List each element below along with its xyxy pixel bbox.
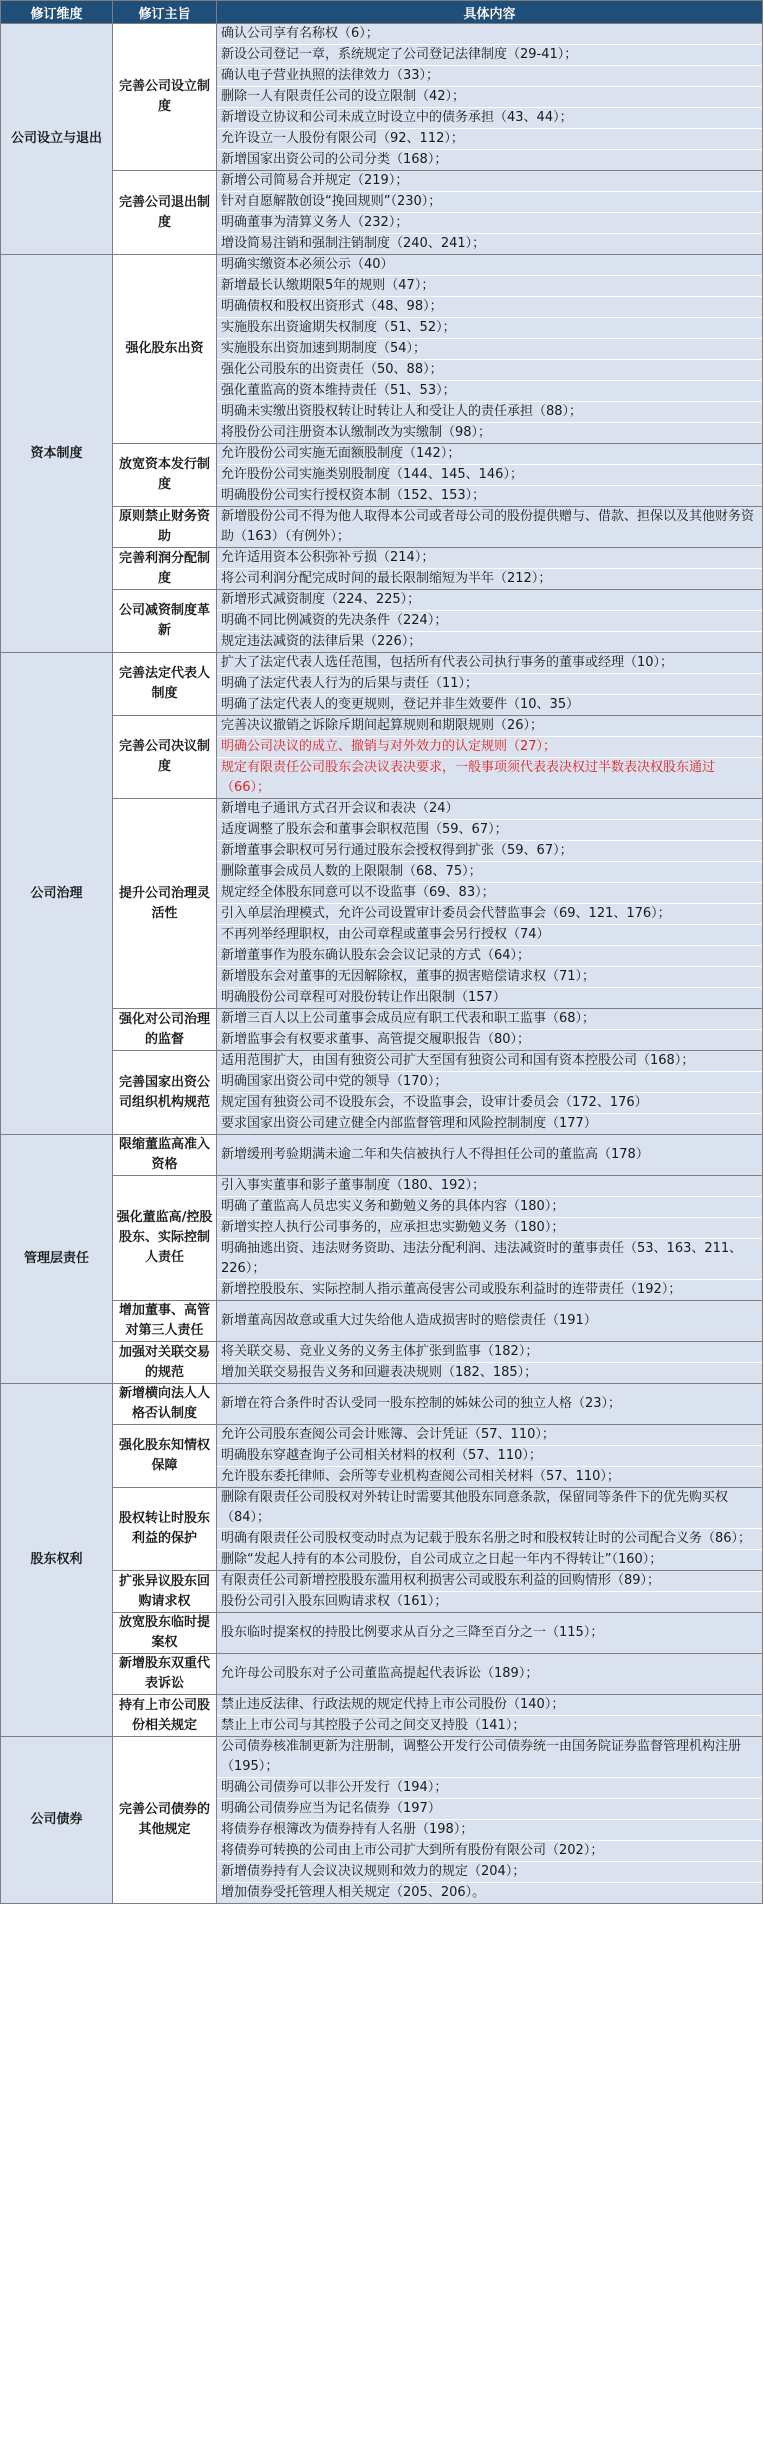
content-line: 禁止上市公司与其控股子公司之间交叉持股（141）； (221, 1718, 526, 1733)
table-row (1, 1488, 763, 1571)
table-row (1, 1571, 763, 1613)
table-row (1, 548, 763, 590)
content-line: 将关联交易、竞业义务的义务主体扩张到监事（182）； (217, 1342, 762, 1363)
header-row (1, 1, 763, 24)
content-line: 明确董事为清算义务人（232）； (217, 213, 762, 234)
table-row (1, 1384, 763, 1425)
content-lines (217, 1311, 762, 1331)
content-lines (217, 1051, 762, 1134)
content-line: 允许公司股东查阅公司会计账簿、会计凭证（57、110）； (217, 1425, 762, 1446)
content-lines (217, 716, 762, 798)
content-cell (217, 24, 763, 171)
content-line: 明确有限责任公司股权变动时点为记载于股东名册之时和股权转让时的公司配合义务（86）； (217, 1529, 762, 1550)
content-line: 确认公司享有名称权（6）； (217, 24, 762, 45)
content-line: 将公司利润分配完成时间的最长限制缩短为半年（212）； (221, 571, 552, 586)
table-row (1, 1135, 763, 1176)
content-line: 明确抽逃出资、违法财务资助、违法分配利润、违法减资时的董事责任（53、163、211、226）； (217, 1239, 762, 1280)
content-cell (217, 1425, 763, 1488)
table-row (1, 1009, 763, 1051)
content-line: 禁止违反法律、行政法规的规定代持上市公司股份（140）； (217, 1695, 762, 1716)
aim-cell: 公司减资制度革新 (113, 590, 217, 653)
content-line: 明确了法定代表人行为的后果与责任（11）； (217, 674, 762, 695)
table-row (1, 1051, 763, 1135)
aim-cell: 股权转让时股东利益的保护 (113, 1488, 217, 1571)
content-line: 扩大了法定代表人选任范围，包括所有代表公司执行事务的董事或经理（10）； (217, 653, 762, 674)
table-row (1, 24, 763, 171)
content-lines (217, 1425, 762, 1487)
dimension-cell: 管理层责任 (1, 1135, 113, 1384)
content-line: 要求国家出资公司建立健全内部监督管理和风险控制制度（177） (221, 1116, 597, 1131)
aim-cell: 提升公司治理灵活性 (113, 799, 217, 1009)
content-lines (217, 1176, 762, 1300)
content-lines (217, 1394, 762, 1414)
dimension-cell: 公司设立与退出 (1, 24, 113, 255)
content-line: 确认电子营业执照的法律效力（33）； (217, 66, 762, 87)
dimension-cell: 公司治理 (1, 653, 113, 1135)
content-cell (217, 1051, 763, 1135)
content-line: 规定国有独资公司不设股东会，不设监事会，设审计委员会（172、176） (217, 1093, 762, 1114)
content-line: 允许设立一人股份有限公司（92、112）； (217, 129, 762, 150)
table-row (1, 1176, 763, 1301)
content-line: 新增董高因故意或重大过失给他人造成损害时的赔偿责任（191） (221, 1313, 597, 1328)
content-cell (217, 1176, 763, 1301)
content-cell (217, 1571, 763, 1613)
content-cell (217, 1301, 763, 1342)
content-line: 针对自愿解散创设“挽回规则”（230）； (217, 192, 762, 213)
aim-cell: 原则禁止财务资助 (113, 507, 217, 548)
content-line: 公司债券核准制更新为注册制，调整公开发行公司债券统一由国务院证券监督管理机构注册（195）； (217, 1737, 762, 1778)
content-line: 删除董事会成员人数的上限限制（68、75）； (217, 862, 762, 883)
content-line: 允许母公司股东对子公司董监高提起代表诉讼（189）； (221, 1666, 539, 1681)
content-line: 明确国家出资公司中党的领导（170）； (217, 1072, 762, 1093)
table-row (1, 1695, 763, 1737)
table-row (1, 1613, 763, 1654)
content-line: 明确不同比例减资的先决条件（224）； (217, 611, 762, 632)
content-lines (217, 1695, 762, 1736)
content-lines (217, 255, 762, 443)
aim-cell: 强化股东出资 (113, 255, 217, 444)
content-line: 股份公司引入股东回购请求权（161）； (221, 1594, 448, 1609)
content-cell (217, 507, 763, 548)
content-lines (217, 507, 762, 547)
aim-cell: 新增横向法人人格否认制度 (113, 1384, 217, 1425)
content-lines (217, 1664, 762, 1684)
table-row (1, 590, 763, 653)
content-line: 增加关联交易报告义务和回避表决规则（182、185）； (221, 1365, 538, 1380)
content-lines (217, 1737, 762, 1903)
content-line: 新增在符合条件时否认受同一股东控制的姊妹公司的独立人格（23）； (221, 1396, 622, 1411)
table-row (1, 1342, 763, 1384)
content-line: 适用范围扩大，由国有独资公司扩大至国有独资公司和国有资本控股公司（168）； (217, 1051, 762, 1072)
content-lines (217, 653, 762, 715)
table-row (1, 1425, 763, 1488)
content-line: 新增债券持有人会议决议规则和效力的规定（204）； (217, 1862, 762, 1883)
content-line: 新设公司登记一章，系统规定了公司登记法律制度（29-41）； (217, 45, 762, 66)
content-lines (217, 444, 762, 506)
content-lines (217, 1342, 762, 1383)
content-cell (217, 1737, 763, 1904)
content-cell (217, 1654, 763, 1695)
content-lines (217, 1571, 762, 1612)
content-line: 新增公司简易合并规定（219）； (217, 171, 762, 192)
aim-cell: 增加董事、高管对第三人责任 (113, 1301, 217, 1342)
content-cell (217, 1009, 763, 1051)
content-line: 规定违法减资的法律后果（226）； (221, 634, 422, 649)
content-cell (217, 1695, 763, 1737)
aim-cell: 强化对公司治理的监督 (113, 1009, 217, 1051)
content-lines (217, 548, 762, 589)
content-lines (217, 24, 762, 170)
aim-cell: 完善公司决议制度 (113, 716, 217, 799)
content-line: 将股份公司注册资本认缴制改为实缴制（98）； (221, 425, 492, 440)
content-line: 实施股东出资加速到期制度（54）； (217, 339, 762, 360)
content-lines (217, 1623, 762, 1643)
content-line: 规定经全体股东同意可以不设监事（69、83）； (217, 883, 762, 904)
aim-cell: 完善国家出资公司组织机构规范 (113, 1051, 217, 1135)
content-line: 有限责任公司新增控股股东滥用权利损害公司或股东利益的回购情形（89）； (217, 1571, 762, 1592)
content-cell (217, 1488, 763, 1571)
content-cell (217, 653, 763, 716)
content-lines (217, 1009, 762, 1050)
content-cell (217, 255, 763, 444)
header-aim: 修订主旨 (113, 1, 217, 24)
content-cell (217, 548, 763, 590)
content-line: 强化董监高的资本维持责任（51、53）； (217, 381, 762, 402)
content-cell (217, 1342, 763, 1384)
table-row (1, 1301, 763, 1342)
content-cell (217, 716, 763, 799)
content-line: 明确公司债券应当为记名债券（197） (217, 1799, 762, 1820)
content-line: 增加债券受托管理人相关规定（205、206）。 (221, 1885, 486, 1900)
aim-cell: 强化董监高/控股股东、实际控制人责任 (113, 1176, 217, 1301)
aim-cell: 强化股东知情权保障 (113, 1425, 217, 1488)
aim-cell: 限缩董监高准入资格 (113, 1135, 217, 1176)
content-lines (217, 1145, 762, 1165)
header-content: 具体内容 (217, 1, 763, 24)
content-line: 引入事实董事和影子董事制度（180、192）； (217, 1176, 762, 1197)
content-lines (217, 590, 762, 652)
dimension-cell: 公司债券 (1, 1737, 113, 1904)
content-line: 明确股份公司章程可对股份转让作出限制（157） (221, 990, 506, 1005)
content-line: 新增国家出资公司的公司分类（168）； (221, 152, 448, 167)
content-line: 明确未实缴出资股权转让时转让人和受让人的责任承担（88）； (217, 402, 762, 423)
table-row (1, 1654, 763, 1695)
content-line: 明确了董监高人员忠实义务和勤勉义务的具体内容（180）； (217, 1197, 762, 1218)
table-row (1, 716, 763, 799)
content-line: 明确债权和股权出资形式（48、98）； (217, 297, 762, 318)
content-line: 将债券存根簿改为债券持有人名册（198）； (217, 1820, 762, 1841)
content-cell (217, 1613, 763, 1654)
content-line: 新增监事会有权要求董事、高管提交履职报告（80）； (221, 1032, 531, 1047)
table-row (1, 507, 763, 548)
table-row (1, 171, 763, 255)
content-line: 允许股东委托律师、会所等专业机构查阅公司相关材料（57、110）； (221, 1469, 620, 1484)
content-line: 明确公司债券可以非公开发行（194）； (217, 1778, 762, 1799)
content-line: 新增三百人以上公司董事会成员应有职工代表和职工监事（68）； (217, 1009, 762, 1030)
content-line: 新增电子通讯方式召开会议和表决（24） (217, 799, 762, 820)
content-line: 将债券可转换的公司由上市公司扩大到所有股份有限公司（202）； (217, 1841, 762, 1862)
aim-cell: 完善公司债券的其他规定 (113, 1737, 217, 1904)
content-line: 新增董事作为股东确认股东会会议记录的方式（64）； (217, 946, 762, 967)
table-row (1, 255, 763, 444)
dimension-cell: 股东权利 (1, 1384, 113, 1737)
dimension-cell: 资本制度 (1, 255, 113, 653)
aim-cell: 放宽股东临时提案权 (113, 1613, 217, 1654)
content-cell (217, 1384, 763, 1425)
content-line: 明确实缴资本必须公示（40） (217, 255, 762, 276)
content-line: 新增实控人执行公司事务的，应承担忠实勤勉义务（180）； (217, 1218, 762, 1239)
aim-cell: 持有上市公司股份相关规定 (113, 1695, 217, 1737)
aim-cell: 完善公司设立制度 (113, 24, 217, 171)
aim-cell: 加强对关联交易的规范 (113, 1342, 217, 1384)
table-row (1, 653, 763, 716)
content-line: 明确公司决议的成立、撤销与对外效力的认定规则（27）； (217, 737, 762, 758)
content-line: 允许股份公司实施无面额股制度（142）； (217, 444, 762, 465)
aim-cell: 完善公司退出制度 (113, 171, 217, 255)
table-row (1, 1737, 763, 1904)
content-line: 规定有限责任公司股东会决议表决要求，一般事项须代表表决权过半数表决权股东通过（66）； (221, 760, 716, 795)
content-lines (217, 1488, 762, 1570)
content-line: 删除有限责任公司股权对外转让时需要其他股东同意条款，保留同等条件下的优先购买权（84）； (217, 1488, 762, 1529)
content-line: 明确股份公司实行授权资本制（152、153）； (221, 488, 486, 503)
table-row (1, 799, 763, 1009)
header-dimension: 修订维度 (1, 1, 113, 24)
content-line: 新增最长认缴期限5年的规则（47）； (217, 276, 762, 297)
content-line: 新增形式减资制度（224、225）； (217, 590, 762, 611)
content-line: 允许适用资本公积弥补亏损（214）； (217, 548, 762, 569)
content-line: 新增股份公司不得为他人取得本公司或者母公司的股份提供赠与、借款、担保以及其他财务资助（163）（有例外）； (221, 509, 755, 544)
content-line: 新增董事会职权可另行通过股东会授权得到扩张（59、67）； (217, 841, 762, 862)
content-cell (217, 1135, 763, 1176)
content-lines (217, 799, 762, 1008)
content-line: 新增缓刑考验期满未逾二年和失信被执行人不得担任公司的董监高（178） (221, 1147, 649, 1162)
aim-cell: 完善法定代表人制度 (113, 653, 217, 716)
content-line: 删除“发起人持有的本公司股份，自公司成立之日起一年内不得转让”（160）； (221, 1552, 663, 1567)
content-line: 增设简易注销和强制注销制度（240、241）； (221, 236, 486, 251)
content-cell (217, 444, 763, 507)
content-line: 适度调整了股东会和董事会职权范围（59、67）； (217, 820, 762, 841)
table-row (1, 444, 763, 507)
content-line: 新增控股股东、实际控制人指示董高侵害公司或股东利益时的连带责任（192）； (221, 1282, 682, 1297)
content-line: 明确了法定代表人的变更规则，登记并非生效要件（10、35） (221, 697, 580, 712)
content-cell (217, 590, 763, 653)
aim-cell: 扩张异议股东回购请求权 (113, 1571, 217, 1613)
aim-cell: 新增股东双重代表诉讼 (113, 1654, 217, 1695)
content-line: 明确股东穿越查询子公司相关材料的权利（57、110）； (217, 1446, 762, 1467)
content-line: 股东临时提案权的持股比例要求从百分之三降至百分之一（115）； (221, 1625, 604, 1640)
content-lines (217, 171, 762, 254)
aim-cell: 完善利润分配制度 (113, 548, 217, 590)
content-line: 允许股份公司实施类别股制度（144、145、146）； (217, 465, 762, 486)
content-line: 完善决议撤销之诉除斥期间起算规则和期限规则（26）； (217, 716, 762, 737)
content-line: 新增股东会对董事的无因解除权，董事的损害赔偿请求权（71）； (217, 967, 762, 988)
content-line: 新增设立协议和公司未成立时设立中的债务承担（43、44）； (217, 108, 762, 129)
aim-cell: 放宽资本发行制度 (113, 444, 217, 507)
content-cell (217, 799, 763, 1009)
content-line: 删除一人有限责任公司的设立限制（42）； (217, 87, 762, 108)
content-line: 引入单层治理模式，允许公司设置审计委员会代替监事会（69、121、176）； (217, 904, 762, 925)
content-line: 强化公司股东的出资责任（50、88）； (217, 360, 762, 381)
content-cell (217, 171, 763, 255)
content-line: 实施股东出资逾期失权制度（51、52）； (217, 318, 762, 339)
content-line: 不再列举经理职权，由公司章程或董事会另行授权（74） (217, 925, 762, 946)
